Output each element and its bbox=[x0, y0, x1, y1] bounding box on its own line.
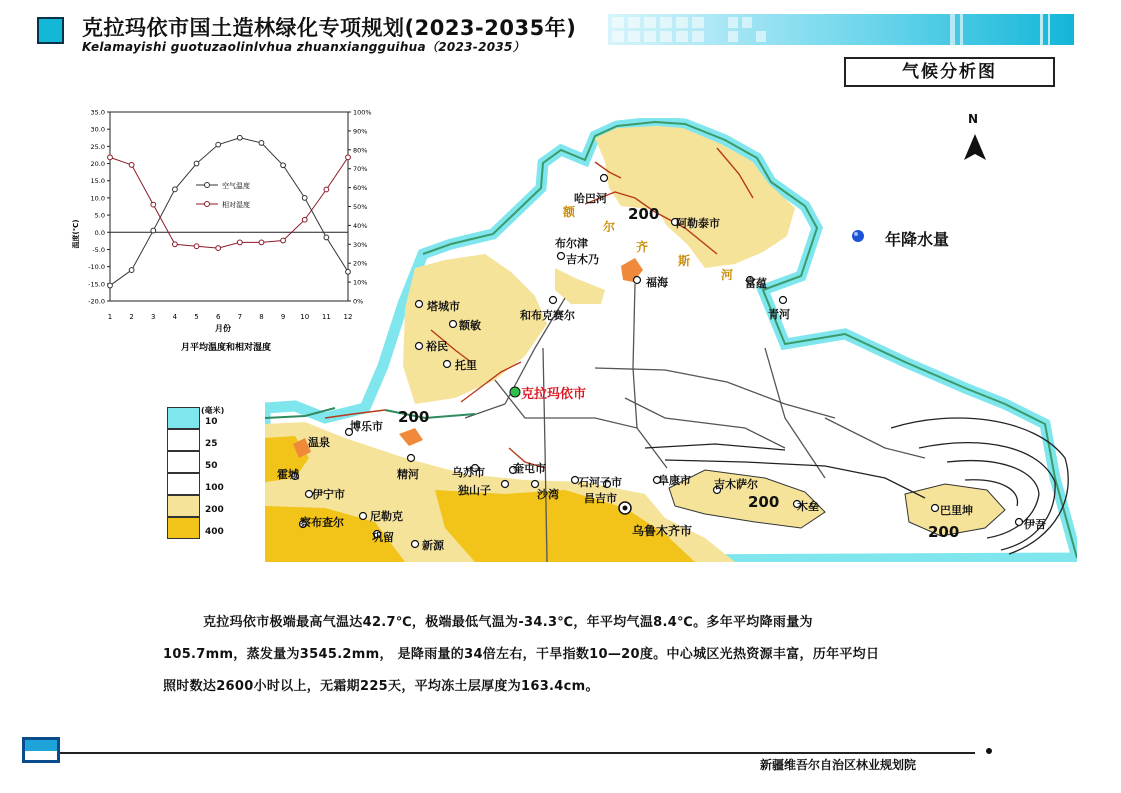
data-point bbox=[259, 141, 264, 146]
place-label: 乌鲁木齐市 bbox=[632, 524, 693, 538]
place-label: 察布查尔 bbox=[300, 516, 344, 529]
contour-label: 200 bbox=[928, 523, 960, 541]
scale-swatch bbox=[167, 495, 200, 517]
place-label: 石河子市 bbox=[578, 476, 622, 489]
place-label: 布尔津 bbox=[555, 237, 588, 250]
contour-label: 200 bbox=[748, 493, 780, 511]
place-label: 和布克赛尔 bbox=[520, 309, 575, 322]
river-label: 尔 bbox=[603, 220, 616, 234]
place-label: 吉木萨尔 bbox=[714, 478, 758, 491]
scale-swatch bbox=[167, 407, 200, 429]
y-tick-label: 25.0 bbox=[90, 142, 105, 151]
chart-xlabel: 月份 bbox=[215, 324, 231, 333]
data-point bbox=[151, 228, 156, 233]
x-tick-label: 5 bbox=[194, 313, 199, 321]
karamay-marker bbox=[510, 387, 520, 397]
y-tick-label: -10.0 bbox=[88, 263, 105, 272]
y-tick-label: 5.0 bbox=[94, 211, 105, 220]
y-tick-label: 10.0 bbox=[90, 194, 105, 203]
data-point bbox=[281, 238, 286, 243]
data-point bbox=[346, 155, 351, 160]
y2-tick-label: 90% bbox=[353, 127, 368, 136]
footer-logo-square bbox=[22, 737, 60, 763]
body-paragraph-line: 照时数达2600小时以上，无霜期225天，平均冻土层厚度为163.4cm。 bbox=[163, 679, 599, 694]
footer-divider bbox=[60, 752, 975, 754]
y-tick-label: -5.0 bbox=[92, 245, 105, 254]
scale-level-label: 10 bbox=[205, 417, 218, 427]
place-label: 巴里坤 bbox=[940, 504, 973, 517]
river-label: 斯 bbox=[678, 254, 691, 268]
scale-swatch bbox=[167, 517, 200, 539]
data-point bbox=[324, 187, 329, 192]
y-tick-label: 0.0 bbox=[94, 228, 105, 237]
place-label: 木垒 bbox=[797, 500, 819, 513]
x-tick-label: 2 bbox=[129, 313, 134, 321]
karamay-label: 克拉玛依市 bbox=[521, 387, 587, 402]
x-tick-label: 9 bbox=[280, 313, 286, 321]
y-tick-label: 15.0 bbox=[90, 177, 105, 186]
place-label: 哈巴河 bbox=[574, 192, 607, 205]
x-tick-label: 3 bbox=[151, 313, 156, 321]
y-tick-label: 30.0 bbox=[90, 125, 105, 134]
data-point bbox=[237, 135, 242, 140]
place-label: 吉木乃 bbox=[566, 253, 599, 266]
place-label: 托里 bbox=[455, 359, 477, 372]
data-point bbox=[151, 202, 156, 207]
scale-unit: (毫米) bbox=[201, 406, 225, 415]
river-label: 齐 bbox=[636, 240, 649, 254]
y-tick-label: 35.0 bbox=[90, 108, 105, 117]
body-paragraph-line: 克拉玛依市极端最高气温达42.7℃，极端最低气温为-34.3℃，年平均气温8.4℃。多年平均降雨量为 bbox=[203, 615, 813, 630]
y-tick-label: -15.0 bbox=[88, 280, 105, 289]
place-label: 沙湾 bbox=[537, 488, 559, 501]
page-subtitle: Kelamayishi guotuzaolinlvhua zhuanxiangguihua（2023-2035） bbox=[82, 40, 525, 54]
place-label: 新源 bbox=[422, 539, 444, 552]
scale-level-label: 50 bbox=[205, 461, 218, 471]
place-label: 青河 bbox=[768, 308, 790, 321]
place-label: 精河 bbox=[397, 468, 419, 481]
precip-legend-label: 年降水量 bbox=[885, 230, 950, 249]
place-label: 霍城 bbox=[277, 468, 299, 481]
scale-level-label: 400 bbox=[205, 527, 224, 537]
place-label: 独山子 bbox=[458, 484, 491, 497]
legend-label: 相对湿度 bbox=[222, 201, 250, 209]
north-label: N bbox=[968, 112, 979, 126]
place-label: 昌吉市 bbox=[584, 492, 617, 505]
data-point bbox=[216, 246, 221, 251]
place-label: 博乐市 bbox=[350, 420, 383, 433]
north-arrow-icon bbox=[964, 134, 986, 160]
y-tick-label: -20.0 bbox=[88, 297, 105, 306]
scale-swatch bbox=[167, 429, 200, 451]
scale-level-label: 200 bbox=[205, 505, 224, 515]
x-tick-label: 6 bbox=[215, 313, 221, 321]
y2-tick-label: 50% bbox=[353, 203, 368, 211]
header-decoration-bar bbox=[608, 14, 1074, 45]
y2-tick-label: 10% bbox=[353, 278, 368, 287]
data-point bbox=[108, 155, 113, 160]
body-paragraph-line: 105.7mm，蒸发量为3545.2mm， 是降雨量的34倍左右，干旱指数10—20度。中心城区光热资源丰富，历年平均日 bbox=[163, 647, 880, 662]
y2-tick-label: 70% bbox=[353, 165, 368, 174]
x-tick-label: 7 bbox=[237, 313, 243, 321]
x-tick-label: 10 bbox=[300, 313, 310, 321]
data-point bbox=[129, 163, 134, 168]
place-label: 塔城市 bbox=[427, 300, 460, 313]
place-label: 阿勒泰市 bbox=[676, 217, 720, 230]
data-point bbox=[324, 235, 329, 240]
y2-tick-label: 30% bbox=[353, 240, 368, 249]
place-label: 阜康市 bbox=[658, 474, 691, 487]
contour-label: 200 bbox=[398, 408, 430, 426]
data-point bbox=[108, 283, 113, 288]
scale-swatch bbox=[167, 451, 200, 473]
contour-label: 200 bbox=[628, 205, 660, 223]
series-line-0 bbox=[110, 138, 348, 286]
y2-tick-label: 20% bbox=[353, 259, 368, 268]
y2-tick-label: 80% bbox=[353, 146, 368, 155]
x-tick-label: 12 bbox=[343, 313, 353, 321]
header-logo-square bbox=[37, 17, 64, 44]
y2-tick-label: 0% bbox=[353, 297, 364, 306]
data-point bbox=[237, 240, 242, 245]
y2-tick-label: 40% bbox=[353, 221, 368, 230]
place-label: 额敏 bbox=[459, 319, 481, 332]
data-point bbox=[259, 240, 264, 245]
legend-label: 空气温度 bbox=[222, 182, 250, 190]
place-label: 尼勒克 bbox=[370, 510, 403, 523]
place-label: 乌苏市 bbox=[452, 466, 485, 479]
section-title-box: 气候分析图 bbox=[844, 57, 1055, 87]
y2-tick-label: 60% bbox=[353, 184, 368, 193]
river-label: 额 bbox=[563, 205, 576, 219]
data-point bbox=[302, 217, 307, 222]
data-point bbox=[194, 161, 199, 166]
data-point bbox=[173, 187, 178, 192]
x-tick-label: 11 bbox=[321, 313, 331, 321]
x-tick-label: 4 bbox=[172, 313, 178, 321]
place-label: 富蕴 bbox=[745, 277, 767, 290]
data-point bbox=[216, 142, 221, 147]
precip-legend-dot-icon bbox=[852, 230, 864, 242]
river-label: 河 bbox=[721, 268, 734, 282]
scale-level-label: 25 bbox=[205, 439, 218, 449]
x-tick-label: 8 bbox=[259, 313, 264, 321]
y2-tick-label: 100% bbox=[353, 108, 372, 117]
place-label: 巩留 bbox=[372, 531, 394, 544]
chart-ylabel: 温度(℃) bbox=[72, 219, 80, 249]
place-label: 温泉 bbox=[308, 436, 330, 449]
chart-title: 月平均温度和相对湿度 bbox=[180, 343, 272, 353]
place-label: 福海 bbox=[646, 276, 668, 289]
place-label: 伊吾 bbox=[1024, 518, 1046, 531]
scale-swatch bbox=[167, 473, 200, 495]
data-point bbox=[194, 244, 199, 249]
climate-chart bbox=[66, 100, 396, 360]
place-label: 伊宁市 bbox=[312, 488, 345, 501]
data-point bbox=[346, 269, 351, 274]
data-point bbox=[281, 163, 286, 168]
scale-level-label: 100 bbox=[205, 483, 224, 493]
place-label: 裕民 bbox=[426, 340, 448, 353]
data-point bbox=[173, 242, 178, 247]
y-tick-label: 20.0 bbox=[90, 160, 105, 169]
footer-dot bbox=[986, 748, 992, 754]
page-title: 克拉玛依市国土造林绿化专项规划(2023-2035年) bbox=[82, 16, 577, 40]
precip-scale-legend bbox=[163, 403, 243, 543]
data-point bbox=[129, 268, 134, 273]
chart-legend bbox=[196, 181, 250, 209]
x-tick-label: 1 bbox=[107, 313, 113, 321]
footer-organization: 新疆维吾尔自治区林业规划院 bbox=[760, 758, 917, 772]
place-label: 奎屯市 bbox=[513, 462, 546, 475]
data-point bbox=[302, 196, 307, 201]
